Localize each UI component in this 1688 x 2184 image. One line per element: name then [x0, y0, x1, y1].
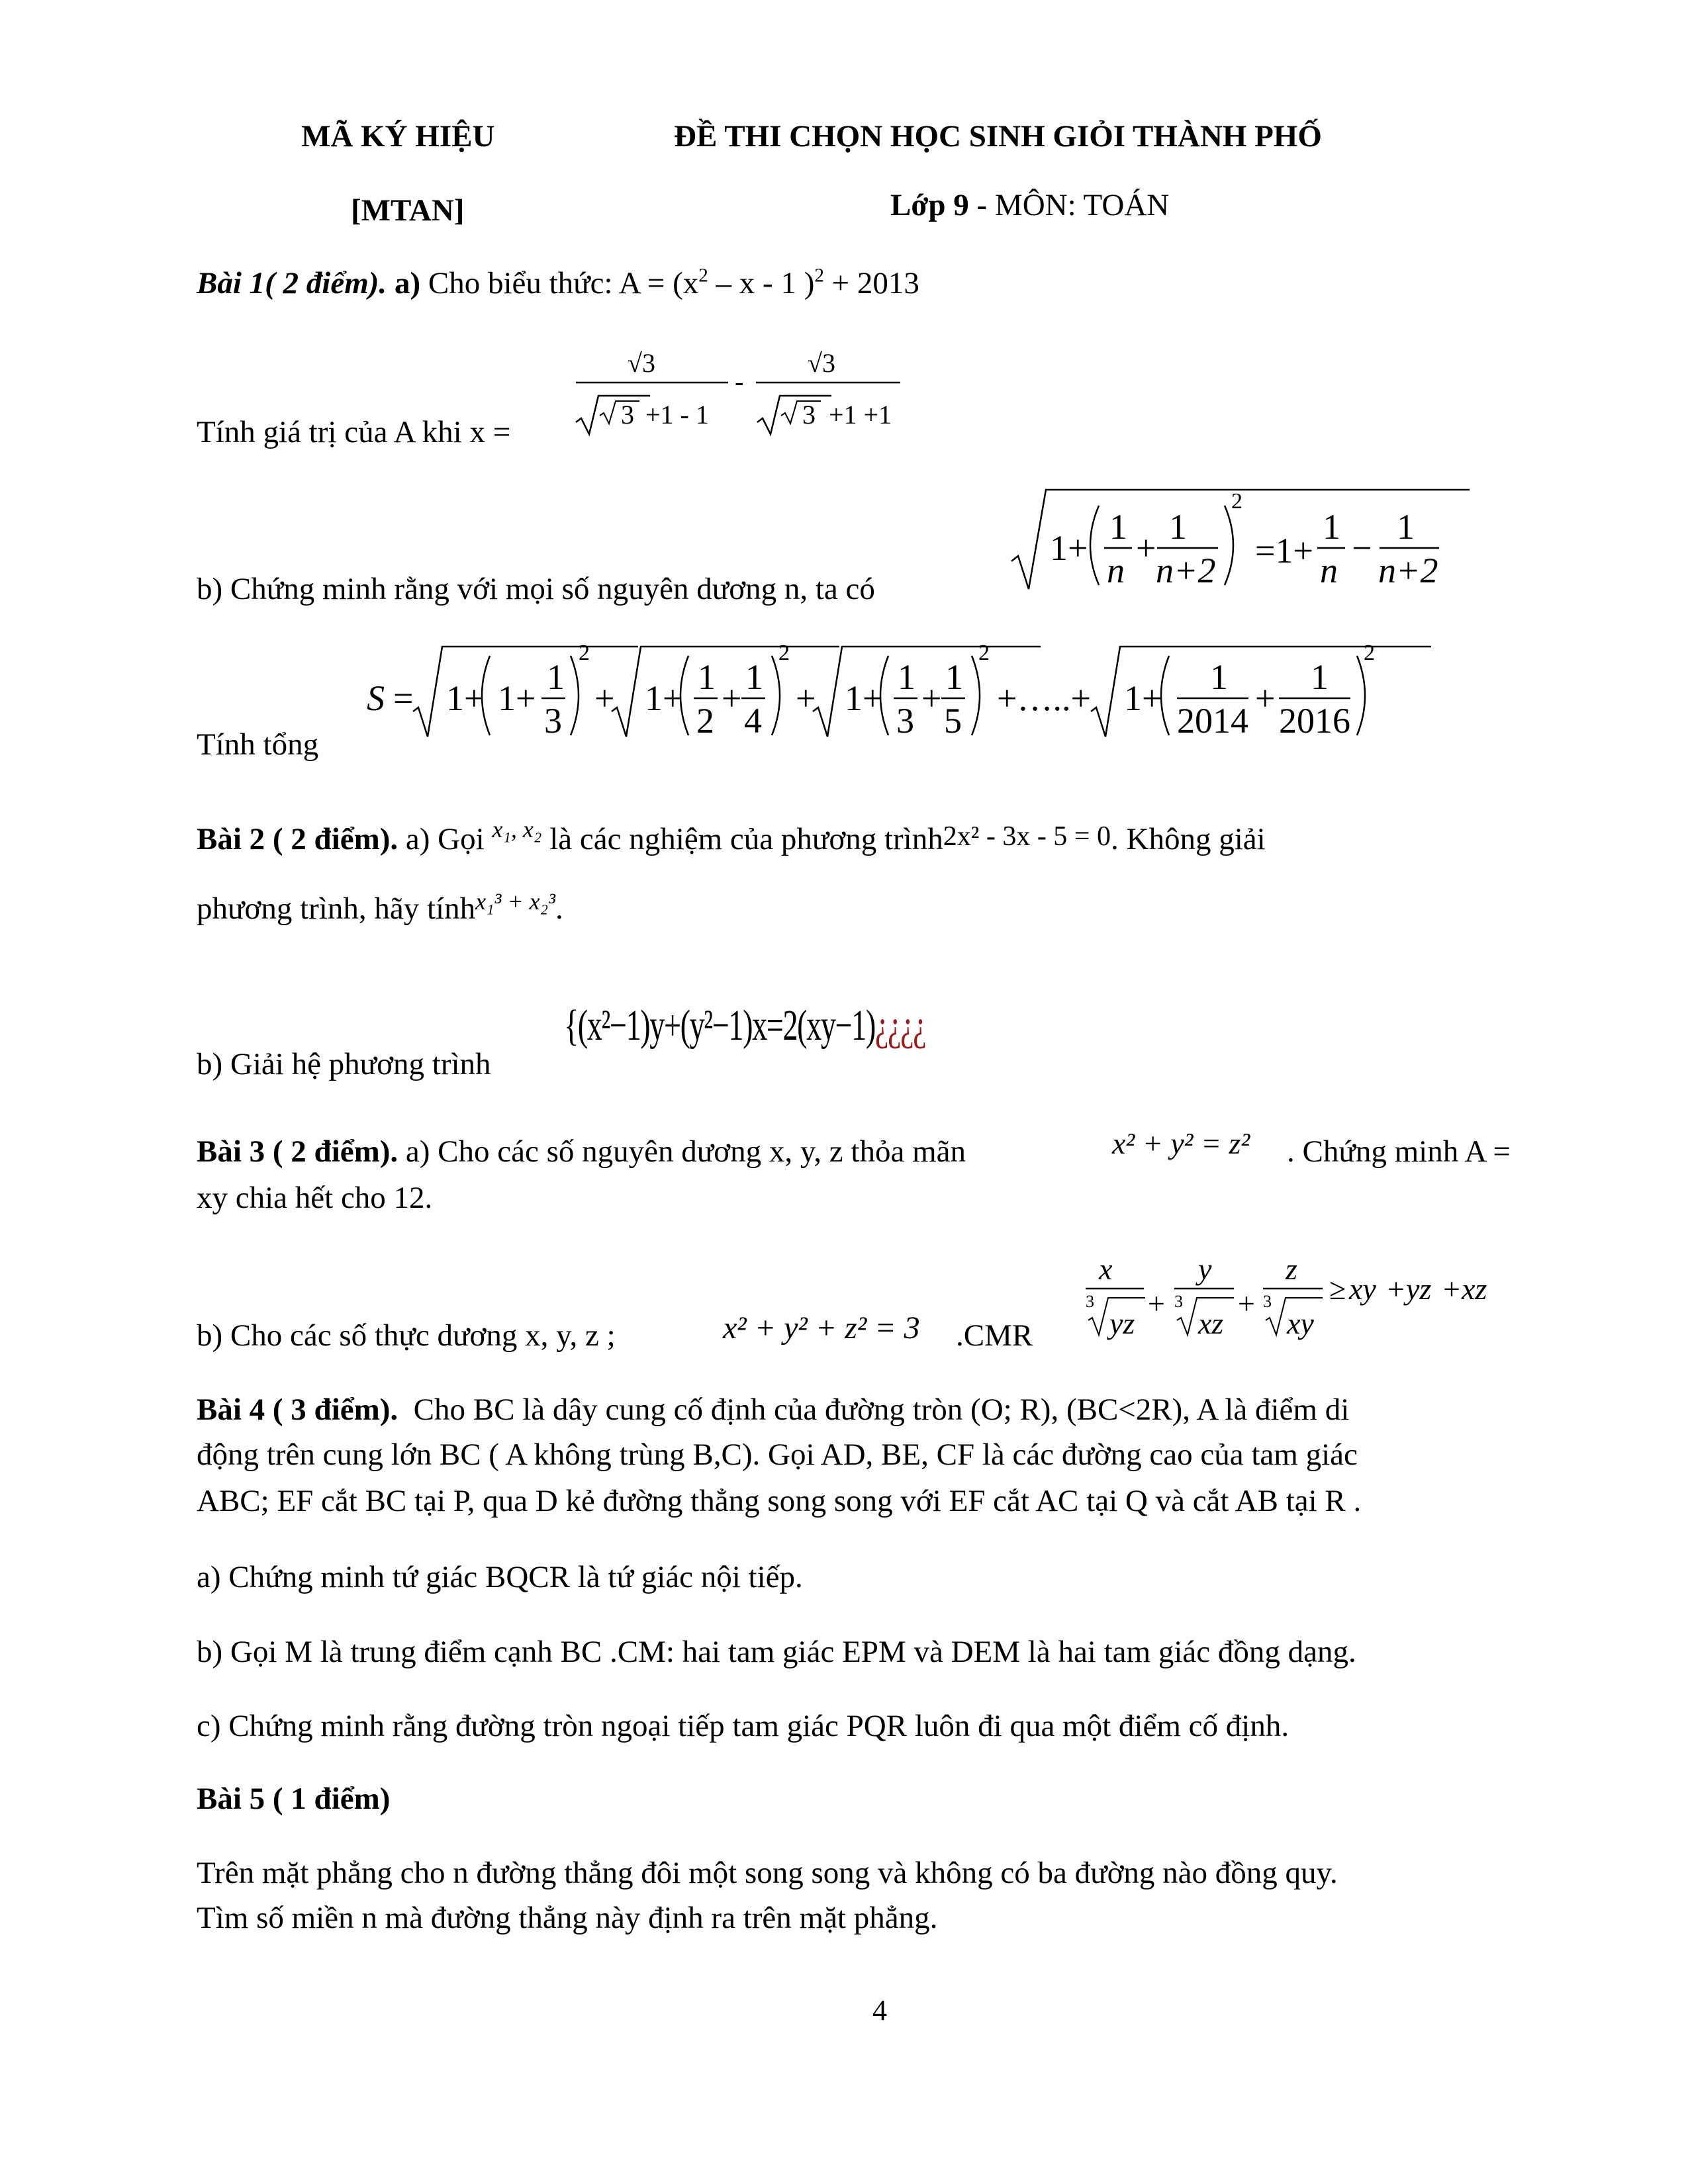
- svg-text:n: n: [1107, 551, 1125, 590]
- svg-text:3: 3: [896, 701, 914, 741]
- svg-text:n+2: n+2: [1378, 551, 1438, 590]
- svg-text:S: S: [367, 678, 385, 718]
- svg-text:+1 +1: +1 +1: [829, 400, 892, 430]
- bai1-sum-label: Tính tổng: [197, 727, 319, 762]
- bai3-b-cond: x² + y² + z² = 3: [723, 1310, 920, 1345]
- bai3-b-text: b) Cho các số thực dương x, y, z ;: [197, 1318, 616, 1353]
- svg-text:1+: 1+: [1050, 528, 1088, 568]
- svg-text:2: 2: [778, 641, 790, 665]
- svg-text:+: +: [594, 678, 615, 718]
- svg-text:1+: 1+: [446, 678, 485, 718]
- svg-text:1: 1: [945, 657, 963, 697]
- svg-text:x: x: [1099, 1252, 1113, 1286]
- bai1-identity: [1006, 482, 1470, 614]
- bai3-inequality: [1079, 1248, 1516, 1353]
- frac-minus: -: [735, 367, 744, 396]
- svg-text:≥: ≥: [1329, 1272, 1346, 1306]
- svg-text:3: 3: [802, 400, 816, 430]
- svg-text:z: z: [1286, 1252, 1297, 1286]
- bai1-compute-label: Tính giá trị của A khi x =: [197, 415, 511, 449]
- svg-text:=1+: =1+: [1255, 531, 1313, 570]
- bai3-pythag: x² + y² = z²: [1112, 1126, 1250, 1160]
- svg-text:+: +: [1255, 678, 1276, 718]
- bai2-period: .: [555, 891, 563, 926]
- svg-text:1+: 1+: [645, 678, 683, 718]
- svg-text:1: 1: [1210, 657, 1228, 697]
- svg-text:1: 1: [1109, 507, 1127, 547]
- svg-text:2: 2: [1231, 489, 1243, 514]
- page-number: 4: [872, 1994, 887, 2026]
- bai5-line2: Tìm số miền n mà đường thẳng này định ra trên mặt phẳng.: [197, 1901, 938, 1935]
- svg-text:−: −: [1352, 528, 1372, 568]
- bai4-line1: [197, 1391, 1349, 1428]
- svg-text:+…..+: +…..+: [997, 678, 1091, 718]
- svg-text:+: +: [1148, 1287, 1165, 1320]
- svg-text:3: 3: [544, 701, 562, 741]
- bai4-line2: động trên cung lớn BC ( A không trùng B,C). Gọi AD, BE, CF là các đường cao của tam giác: [197, 1437, 1358, 1472]
- bai3-a-text: a) Cho các số nguyên dương x, y, z thỏa mãn: [405, 1134, 966, 1169]
- svg-text:xy: xy: [1349, 1272, 1376, 1306]
- svg-text:n: n: [1320, 551, 1338, 590]
- svg-text:1+: 1+: [498, 678, 536, 718]
- bai3-a-line2: xy chia hết cho 12.: [197, 1181, 433, 1215]
- bai2-roots: x₁, x₂: [492, 816, 542, 842]
- bai1-a-label: a): [394, 266, 421, 300]
- svg-text:2016: 2016: [1279, 701, 1350, 741]
- code-value: [MTAN]: [351, 193, 465, 228]
- bai2-b-text: b) Giải hệ phương trình: [197, 1047, 491, 1081]
- svg-text:1+: 1+: [1124, 678, 1162, 718]
- exam-title: ĐỀ THI CHỌN HỌC SINH GIỎI THÀNH PHỐ: [674, 119, 1322, 154]
- svg-text:yz: yz: [1109, 1306, 1135, 1340]
- svg-text:2014: 2014: [1177, 701, 1248, 741]
- svg-text:+: +: [796, 678, 816, 718]
- svg-text:2: 2: [978, 641, 990, 665]
- code-label: MÃ KÝ HIỆU: [301, 119, 495, 154]
- svg-text:y: y: [1198, 1252, 1212, 1286]
- bai3-line-a: [197, 1133, 966, 1170]
- bai5-heading: Bài 5 ( 1 điểm): [197, 1782, 391, 1816]
- svg-text:1: 1: [745, 657, 763, 697]
- fraction-2: [756, 348, 900, 434]
- bai2-line-a2: [197, 890, 563, 927]
- svg-text:+: +: [1387, 1272, 1405, 1306]
- bai3-heading: Bài 3 ( 2 điểm).: [197, 1134, 399, 1169]
- fraction-1: [576, 348, 728, 434]
- svg-text:2: 2: [579, 641, 590, 665]
- bai4-a: a) Chứng minh tứ giác BQCR là tứ giác nội tiếp.: [197, 1560, 803, 1594]
- grade-label: Lớp 9 -: [890, 188, 988, 222]
- svg-text:+: +: [921, 678, 942, 718]
- bai1-b-text: b) Chứng minh rằng với mọi số nguyên dương n, ta có: [197, 572, 875, 606]
- bai4-line1-text: Cho BC là dây cung cố định của đường tròn (O; R), (BC<2R), A là điểm di: [413, 1392, 1350, 1427]
- svg-text:1: 1: [1311, 657, 1329, 697]
- bai1-a-expr-end: + 2013: [823, 266, 919, 300]
- svg-text:xz: xz: [1198, 1306, 1224, 1340]
- bai4-c: c) Chứng minh rằng đường tròn ngoại tiếp tam giác PQR luôn đi qua một điểm cố định.: [197, 1709, 1289, 1743]
- bai5-line1: Trên mặt phẳng cho n đường thẳng đôi một song song và không có ba đường nào đồng quy.: [197, 1856, 1338, 1890]
- bai3-b-cmr: .CMR: [956, 1318, 1033, 1353]
- bai4-b: b) Gọi M là trung điểm cạnh BC .CM: hai tam giác EPM và DEM là hai tam giác đồng dạng.: [197, 1635, 1356, 1669]
- svg-text:2: 2: [1364, 641, 1375, 665]
- svg-text:3: 3: [621, 400, 634, 430]
- svg-text:3: 3: [1263, 1292, 1272, 1311]
- bai2-a-text: a) Gọi: [405, 822, 485, 856]
- bai1-a-expr-mid: – x - 1 ): [708, 266, 815, 300]
- svg-text:+: +: [722, 678, 742, 718]
- bai1-x-expression: [569, 338, 914, 457]
- bai1-a-text: Cho biểu thức: A = (x: [428, 266, 699, 300]
- svg-text:4: 4: [744, 701, 762, 741]
- grade-subject: [890, 187, 1169, 224]
- bai1-sum-formula: [357, 632, 1443, 771]
- svg-text:xy: xy: [1287, 1306, 1314, 1340]
- bai2-a-line2: phương trình, hãy tính: [197, 891, 476, 926]
- svg-text:=: =: [393, 678, 414, 718]
- bai2-a-text3: . Không giải: [1111, 822, 1266, 856]
- svg-text:1: 1: [1397, 507, 1415, 547]
- frac1-numerator: √3: [628, 348, 655, 378]
- svg-text:5: 5: [944, 701, 962, 741]
- bai2-system-glitch: ¿¿¿¿: [874, 1001, 926, 1050]
- svg-text:3: 3: [1174, 1292, 1183, 1311]
- bai2-a-text2: là các nghiệm của phương trình: [549, 822, 943, 856]
- svg-text:1: 1: [698, 657, 716, 697]
- svg-text:1: 1: [1323, 507, 1340, 547]
- bai2-sum-cubes: x₁³ + x₂³: [475, 888, 555, 915]
- bai1-heading: Bài 1( 2 điểm).: [197, 266, 387, 300]
- bai2-system: [564, 999, 925, 1052]
- bai2-equation: 2x² - 3x - 5 = 0: [943, 821, 1111, 852]
- bai3-a-text2: . Chứng minh A =: [1287, 1134, 1511, 1169]
- bai2-heading: Bài 2 ( 2 điểm).: [197, 822, 399, 856]
- svg-text:1: 1: [898, 657, 915, 697]
- subject-label: MÔN: TOÁN: [994, 188, 1170, 222]
- svg-text:1: 1: [1169, 507, 1187, 547]
- bai2-system-eq: {(x²−1)y+(y²−1)x=2(xy−1): [564, 1001, 875, 1050]
- svg-text:2: 2: [696, 701, 714, 741]
- bai1-line-a: Bài 1( 2 điểm). a) Cho biểu thức: $A = (x^2 - x - 1$ )$^2$ + 2013: [197, 265, 919, 300]
- svg-text:1+: 1+: [845, 678, 883, 718]
- svg-text:yz: yz: [1406, 1272, 1432, 1306]
- bai4-line3: ABC; EF cắt BC tại P, qua D kẻ đường thẳng song song với EF cắt AC tại Q và cắt AB tại R .: [197, 1484, 1362, 1518]
- svg-text:+1 - 1: +1 - 1: [645, 400, 709, 430]
- svg-text:n+2: n+2: [1156, 551, 1216, 590]
- svg-text:√3: √3: [808, 348, 835, 378]
- svg-text:+: +: [1136, 528, 1156, 568]
- bai2-line-a: [197, 816, 1266, 858]
- svg-text:3: 3: [1086, 1292, 1094, 1311]
- svg-text:+: +: [1443, 1272, 1460, 1306]
- bai4-heading: Bài 4 ( 3 điểm).: [197, 1392, 399, 1427]
- svg-text:xz: xz: [1462, 1272, 1487, 1306]
- svg-text:1: 1: [547, 657, 565, 697]
- svg-text:+: +: [1238, 1287, 1255, 1320]
